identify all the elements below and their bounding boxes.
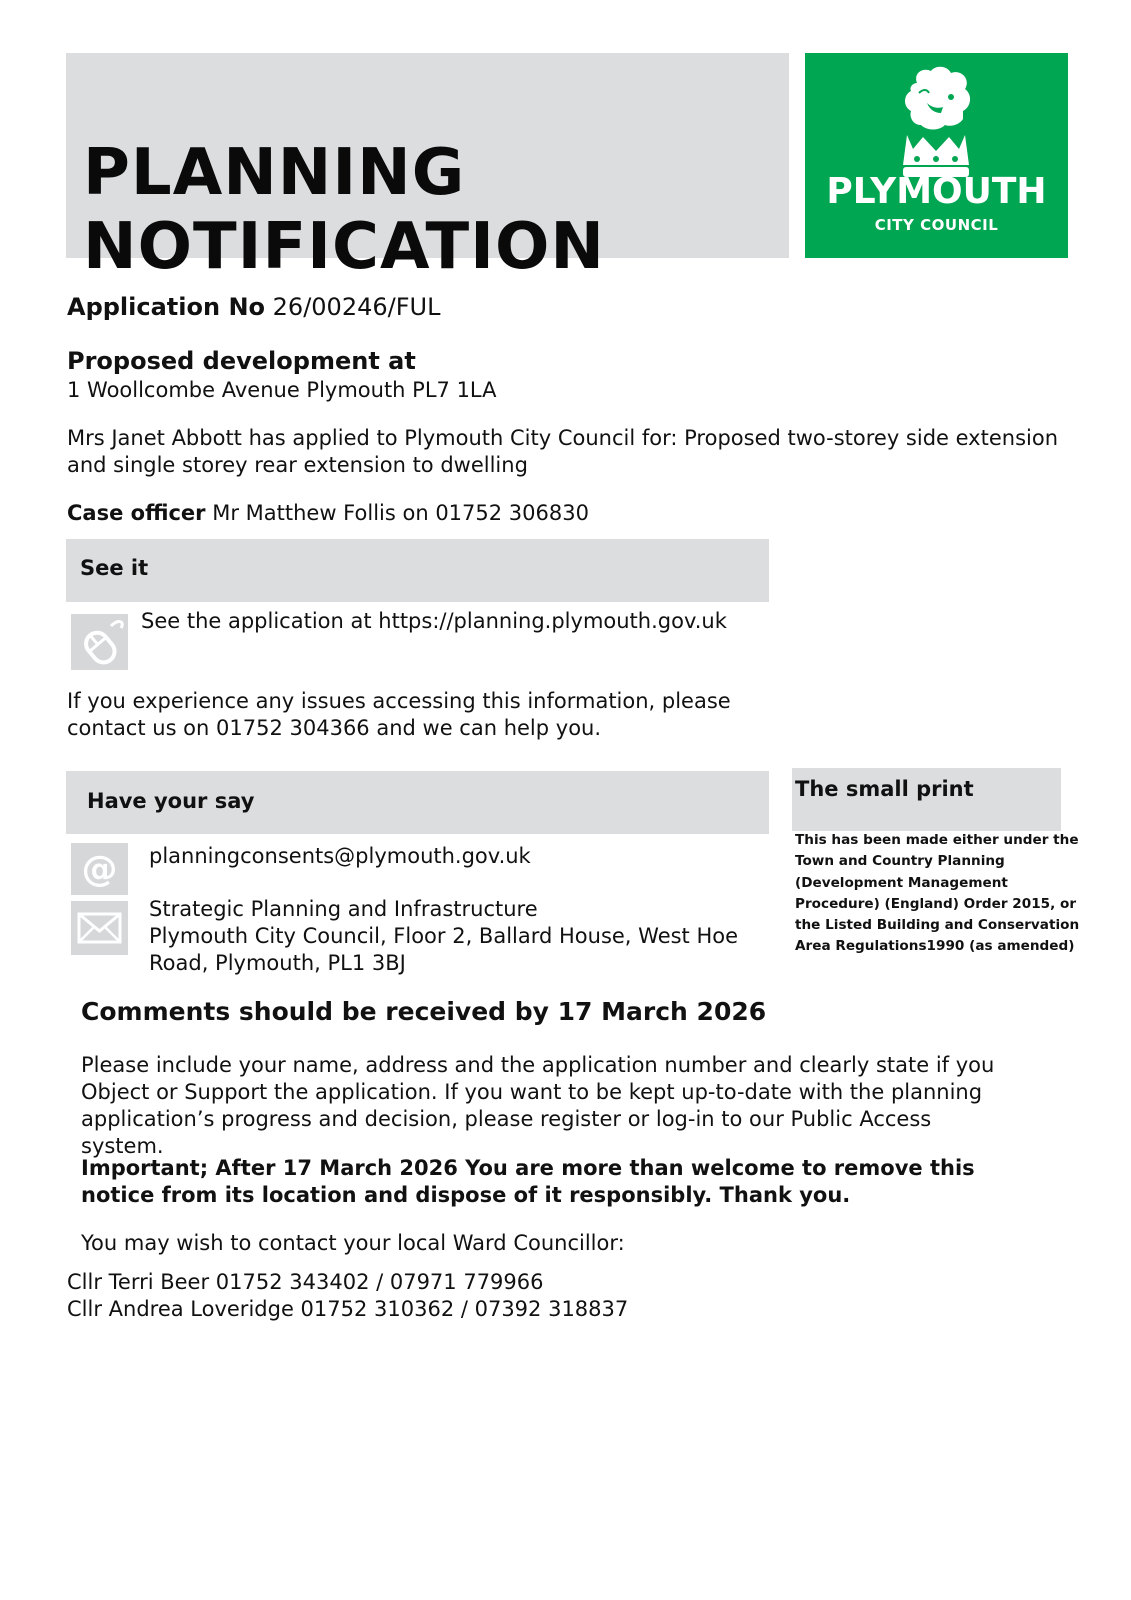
logo-main-text: PLYMOUTH — [826, 171, 1047, 212]
postal-address — [149, 896, 769, 977]
see-it-heading: See it — [80, 556, 149, 580]
title-line-2: NOTIFICATION — [83, 210, 605, 284]
proposed-development-heading: Proposed development at — [67, 347, 416, 375]
computer-mouse-icon — [71, 614, 128, 670]
important-notice: Important; After 17 March 2026 You are more than welcome to remove this notice from its location and dispose of it responsibly. Thank you. — [81, 1156, 975, 1207]
case-officer — [67, 500, 589, 527]
case-officer-label: Case officer — [67, 501, 206, 525]
application-number-value: 26/00246/FUL — [272, 293, 441, 321]
case-officer-value: Mr Matthew Follis on 01752 306830 — [212, 501, 589, 525]
logo-sub-text: CITY COUNCIL — [874, 216, 999, 234]
at-sign-icon — [71, 843, 128, 895]
small-print-heading-bar — [792, 768, 1061, 831]
application-number-label: Application No — [67, 293, 266, 321]
envelope-icon — [71, 901, 128, 955]
plymouth-city-council-logo — [805, 53, 1068, 258]
small-print-heading: The small print — [795, 777, 974, 801]
application-number — [67, 293, 440, 321]
title-line-1: PLANNING — [83, 136, 466, 210]
ward-councillor-intro: You may wish to contact your local Ward Councillor: — [81, 1231, 625, 1255]
small-print-text: This has been made either under the Town and Country Planning (Development Management Procedure) (England) Order 2015, or the Listed Building and Conservation Area Regulations1990 (as amended) — [795, 832, 1080, 955]
see-it-heading-bar — [66, 539, 769, 602]
councillor-contact: Cllr Terri Beer 01752 343402 / 07971 779966 — [67, 1270, 544, 1294]
see-application-text: See the application at https://planning.plymouth.gov.uk — [141, 609, 727, 633]
accessibility-help-text: If you experience any issues accessing this information, please contact us on 01752 304366 and we can help you. — [67, 689, 731, 740]
comment-instructions: Please include your name, address and the application number and clearly state if you Object or Support the application. If you want to be kept up-to-date with the planning application’s progress and decision, please register or log-in to our Public Access system. — [81, 1053, 995, 1158]
application-description: Mrs Janet Abbott has applied to Plymouth City Council for: Proposed two-storey side extension and single storey rear extension to dwelling — [67, 426, 1059, 477]
title-banner — [66, 53, 789, 284]
postal-address-line-1: Strategic Planning and Infrastructure — [149, 897, 538, 921]
site-address: 1 Woollcombe Avenue Plymouth PL7 1LA — [67, 378, 497, 402]
have-your-say-heading-bar — [66, 771, 769, 834]
comments-deadline: Comments should be received by 17 March 2026 — [81, 997, 767, 1026]
postal-address-line-2: Plymouth City Council, Floor 2, Ballard House, West Hoe Road, Plymouth, PL1 3BJ — [149, 924, 739, 975]
councillor-contact: Cllr Andrea Loveridge 01752 310362 / 07392 318837 — [67, 1297, 629, 1321]
contact-email: planningconsents@plymouth.gov.uk — [149, 844, 531, 868]
svg-text:@: @ — [81, 849, 118, 890]
have-your-say-heading: Have your say — [87, 789, 255, 813]
